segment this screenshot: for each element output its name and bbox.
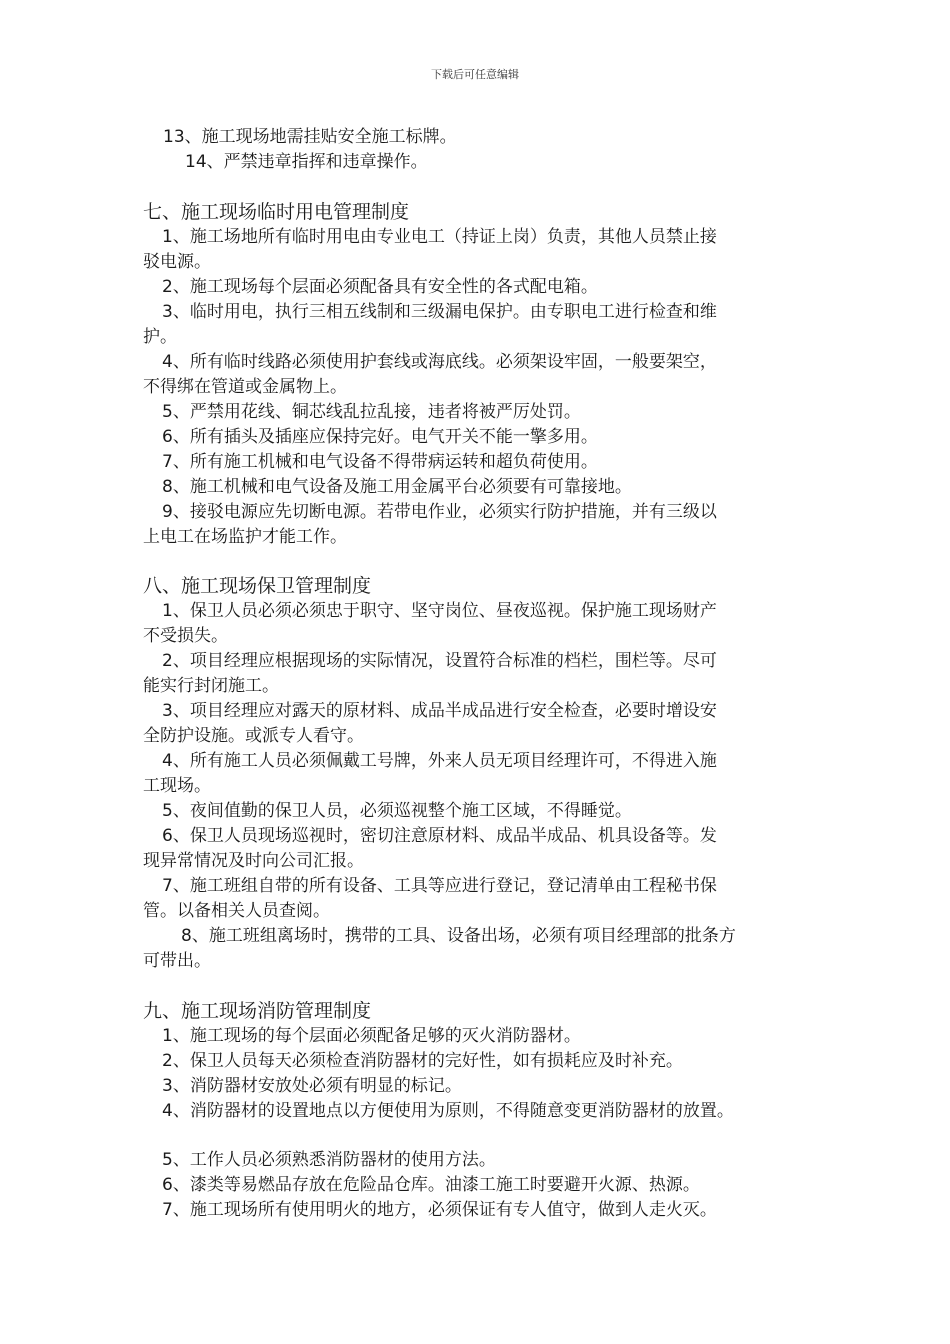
list-item: 3、临时用电，执行三相五线制和三级漏电保护。由专职电工进行检查和维	[162, 302, 717, 322]
section-heading: 八、施工现场保卫管理制度	[143, 575, 372, 597]
list-item: 护。	[143, 327, 177, 347]
list-item: 7、施工现场所有使用明火的地方，必须保证有专人值守，做到人走火灭。	[162, 1200, 717, 1220]
list-item: 7、所有施工机械和电气设备不得带病运转和超负荷使用。	[162, 452, 598, 472]
section-heading: 九、施工现场消防管理制度	[143, 1000, 372, 1022]
list-item: 8、施工机械和电气设备及施工用金属平台必须要有可靠接地。	[162, 477, 632, 497]
list-item: 工现场。	[143, 776, 211, 796]
list-item: 6、保卫人员现场巡视时，密切注意原材料、成品半成品、机具设备等。发	[162, 826, 717, 846]
list-item: 2、施工现场每个层面必须配备具有安全性的各式配电箱。	[162, 277, 598, 297]
list-item: 3、项目经理应对露天的原材料、成品半成品进行安全检查，必要时增设安	[162, 701, 717, 721]
list-item: 1、保卫人员必须必须忠于职守、坚守岗位、昼夜巡视。保护施工现场财产	[162, 601, 717, 621]
list-item: 6、漆类等易燃品存放在危险品仓库。油漆工施工时要避开火源、热源。	[162, 1175, 700, 1195]
list-item: 1、施工场地所有临时用电由专业电工（持证上岗）负责，其他人员禁止接	[162, 227, 717, 247]
list-item: 5、工作人员必须熟悉消防器材的使用方法。	[162, 1150, 496, 1170]
list-item: 能实行封闭施工。	[143, 676, 279, 696]
list-item: 13、施工现场地需挂贴安全施工标牌。	[163, 127, 457, 147]
list-item: 现异常情况及时向公司汇报。	[143, 851, 364, 871]
list-item: 6、所有插头及插座应保持完好。电气开关不能一擎多用。	[162, 427, 598, 447]
page-header: 下载后可任意编辑	[431, 68, 519, 81]
list-item: 不得绑在管道或金属物上。	[143, 377, 347, 397]
list-item: 5、严禁用花线、铜芯线乱拉乱接，违者将被严厉处罚。	[162, 402, 581, 422]
list-item: 7、施工班组自带的所有设备、工具等应进行登记，登记清单由工程秘书保	[162, 876, 717, 896]
list-item: 可带出。	[143, 951, 211, 971]
list-item: 管。以备相关人员查阅。	[143, 901, 330, 921]
list-item: 4、所有临时线路必须使用护套线或海底线。必须架设牢固，一般要架空，	[162, 352, 717, 372]
section-heading: 七、施工现场临时用电管理制度	[143, 201, 410, 223]
list-item: 5、夜间值勤的保卫人员，必须巡视整个施工区域，不得睡觉。	[162, 801, 632, 821]
list-item: 4、消防器材的设置地点以方便使用为原则，不得随意变更消防器材的放置。	[162, 1101, 734, 1121]
list-item: 上电工在场监护才能工作。	[143, 527, 347, 547]
list-item: 全防护设施。或派专人看守。	[143, 726, 364, 746]
list-item: 9、接驳电源应先切断电源。若带电作业，必须实行防护措施，并有三级以	[162, 502, 717, 522]
list-item: 14、严禁违章指挥和违章操作。	[185, 152, 428, 172]
list-item: 1、施工现场的每个层面必须配备足够的灭火消防器材。	[162, 1026, 581, 1046]
list-item: 不受损失。	[143, 626, 228, 646]
list-item: 2、项目经理应根据现场的实际情况，设置符合标准的档栏，围栏等。尽可	[162, 651, 717, 671]
list-item: 8、施工班组离场时，携带的工具、设备出场，必须有项目经理部的批条方	[181, 926, 736, 946]
list-item: 4、所有施工人员必须佩戴工号牌，外来人员无项目经理许可，不得进入施	[162, 751, 717, 771]
list-item: 2、保卫人员每天必须检查消防器材的完好性，如有损耗应及时补充。	[162, 1051, 683, 1071]
list-item: 驳电源。	[143, 252, 211, 272]
list-item: 3、消防器材安放处必须有明显的标记。	[162, 1076, 462, 1096]
